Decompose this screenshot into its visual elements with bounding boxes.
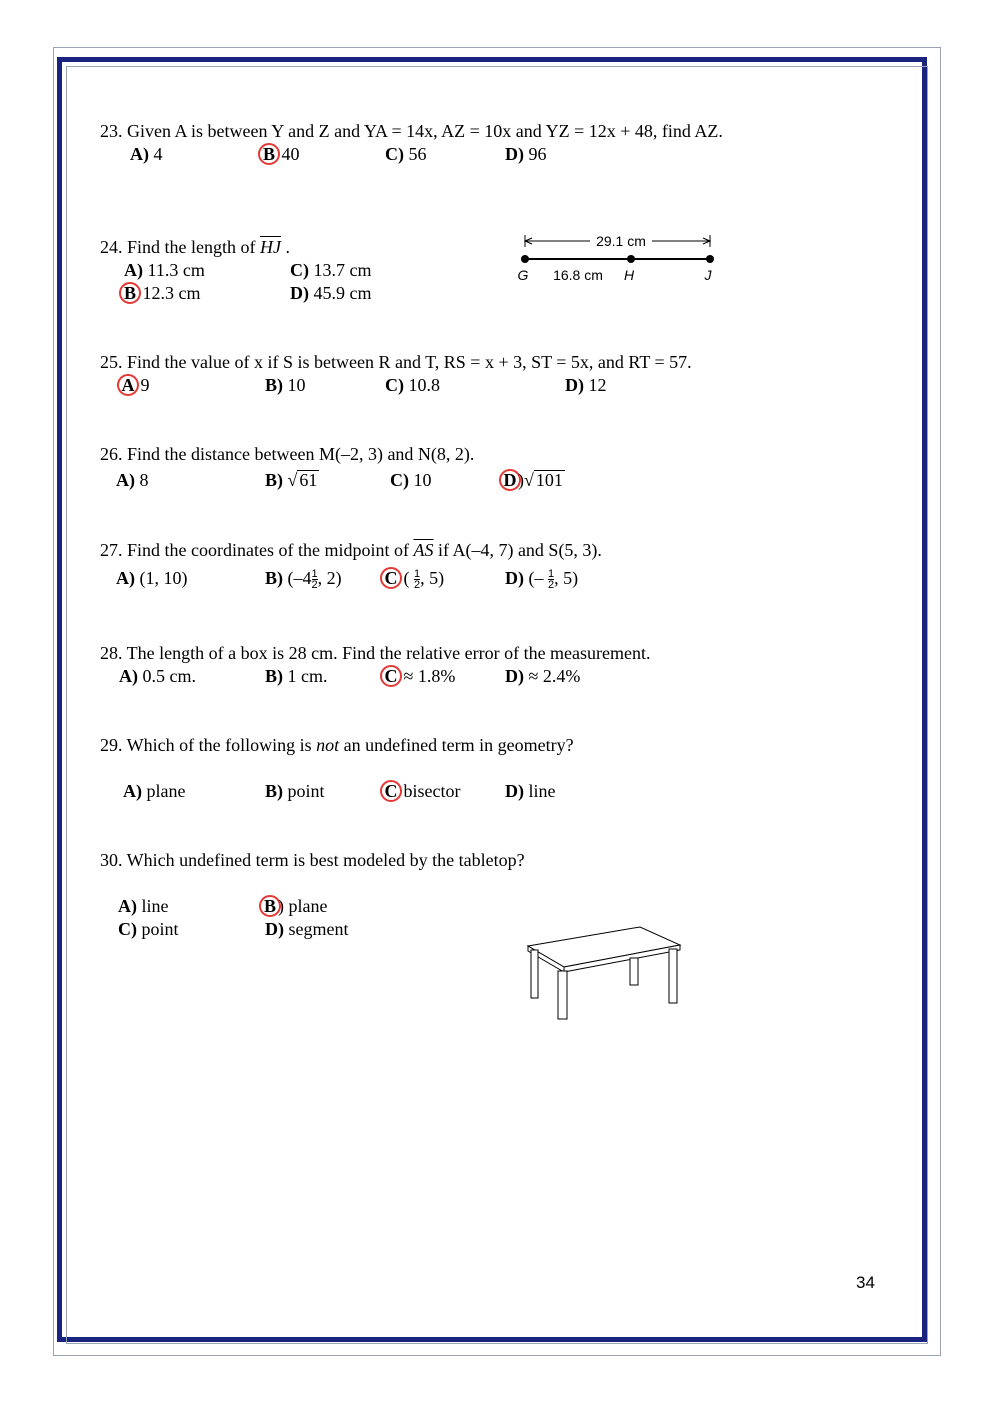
q24-option-b[interactable]: B 12.3 cm: [123, 282, 201, 305]
question-24-stem: 24. Find the length of $\overline{HJ}$ .: [100, 237, 290, 257]
q26-option-c[interactable]: C) 10: [390, 470, 432, 490]
question-28-stem: 28. The length of a box is 28 cm. Find the relative error of the measurement.: [100, 643, 651, 663]
q24-option-d[interactable]: D) 45.9 cm: [290, 283, 372, 303]
q24-option-a[interactable]: A) 11.3 cm: [124, 260, 205, 280]
q30-option-b[interactable]: B ) plane: [263, 895, 327, 918]
q25-option-c[interactable]: C) 10.8: [385, 375, 440, 395]
question-25-stem: 25. Find the value of x if S is between R and T, RS = x + 3, ST = 5x, and RT = 57.: [100, 352, 692, 372]
q30-option-d[interactable]: D) segment: [265, 919, 349, 939]
q23-option-a[interactable]: A) 4: [130, 144, 163, 164]
total-length-label: 29.1 cm: [596, 233, 646, 249]
table-illustration: [522, 922, 688, 1024]
q29-option-c[interactable]: C bisector: [384, 780, 460, 803]
q26-option-a[interactable]: A) 8: [116, 470, 149, 490]
point-g: [521, 255, 529, 263]
q27-option-d[interactable]: D) (– $\frac{1}{2}$ , 5): [505, 568, 579, 592]
page-number: 34: [856, 1273, 875, 1292]
segment-diagram: [510, 228, 730, 288]
label-h: H: [623, 267, 635, 283]
q24-option-c[interactable]: C) 13.7 cm: [290, 260, 372, 280]
q23-option-d[interactable]: D) 96: [505, 144, 547, 164]
answer-circle: C: [380, 665, 402, 687]
q28-option-c[interactable]: C ≈ 1.8%: [384, 665, 455, 688]
q25-option-b[interactable]: B) 10: [265, 375, 306, 395]
q26-option-d[interactable]: D)√ 101: [503, 469, 565, 492]
q29-option-d[interactable]: D) line: [505, 781, 556, 801]
answer-circle: B: [259, 895, 281, 917]
q26-option-b[interactable]: B) √ 61: [265, 470, 318, 490]
q28-option-d[interactable]: D) ≈ 2.4%: [505, 666, 581, 686]
point-j: [706, 255, 714, 263]
question-30-stem: 30. Which undefined term is best modeled by the tabletop?: [100, 850, 525, 870]
part-length-label: 16.8 cm: [553, 267, 603, 283]
label-j: J: [704, 267, 712, 283]
question-26-stem: 26. Find the distance between M(–2, 3) and N(8, 2).: [100, 444, 475, 464]
q25-option-a[interactable]: A 9: [121, 374, 150, 397]
answer-circle: C: [380, 567, 402, 589]
q28-option-a[interactable]: A) 0.5 cm.: [119, 666, 196, 686]
q23-option-b[interactable]: B 40: [262, 143, 300, 166]
label-g: G: [517, 267, 529, 283]
q28-option-b[interactable]: B) 1 cm.: [265, 666, 328, 686]
q29-option-a[interactable]: A) plane: [123, 781, 186, 801]
answer-circle: A: [117, 374, 139, 396]
q30-option-c[interactable]: C) point: [118, 919, 179, 939]
q27-option-a[interactable]: A) (1, 10): [116, 568, 188, 588]
answer-circle: D: [499, 469, 521, 491]
answer-circle: B: [258, 143, 280, 165]
q29-option-b[interactable]: B) point: [265, 781, 325, 801]
q23-option-c[interactable]: C) 56: [385, 144, 427, 164]
point-h: [627, 255, 635, 263]
answer-circle: B: [119, 282, 141, 304]
question-23-stem: 23. Given A is between Y and Z and YA = 14x, AZ = 10x and YZ = 12x + 48, find AZ.: [100, 121, 723, 141]
q27-option-b[interactable]: B) (–4 $\frac{1}{2}$ , 2): [265, 568, 342, 592]
q30-option-a[interactable]: A) line: [118, 896, 169, 916]
answer-circle: C: [380, 780, 402, 802]
q25-option-d[interactable]: D) 12: [565, 375, 607, 395]
question-29-stem: 29. Which of the following is not an undefined term in geometry?: [100, 735, 574, 755]
question-27-stem: 27. Find the coordinates of the midpoint of $\overline{AS}$ if A(–4, 7) and S(5, 3).: [100, 540, 602, 560]
q27-option-c[interactable]: C ( $\frac{1}{2}$ , 5): [384, 567, 444, 590]
